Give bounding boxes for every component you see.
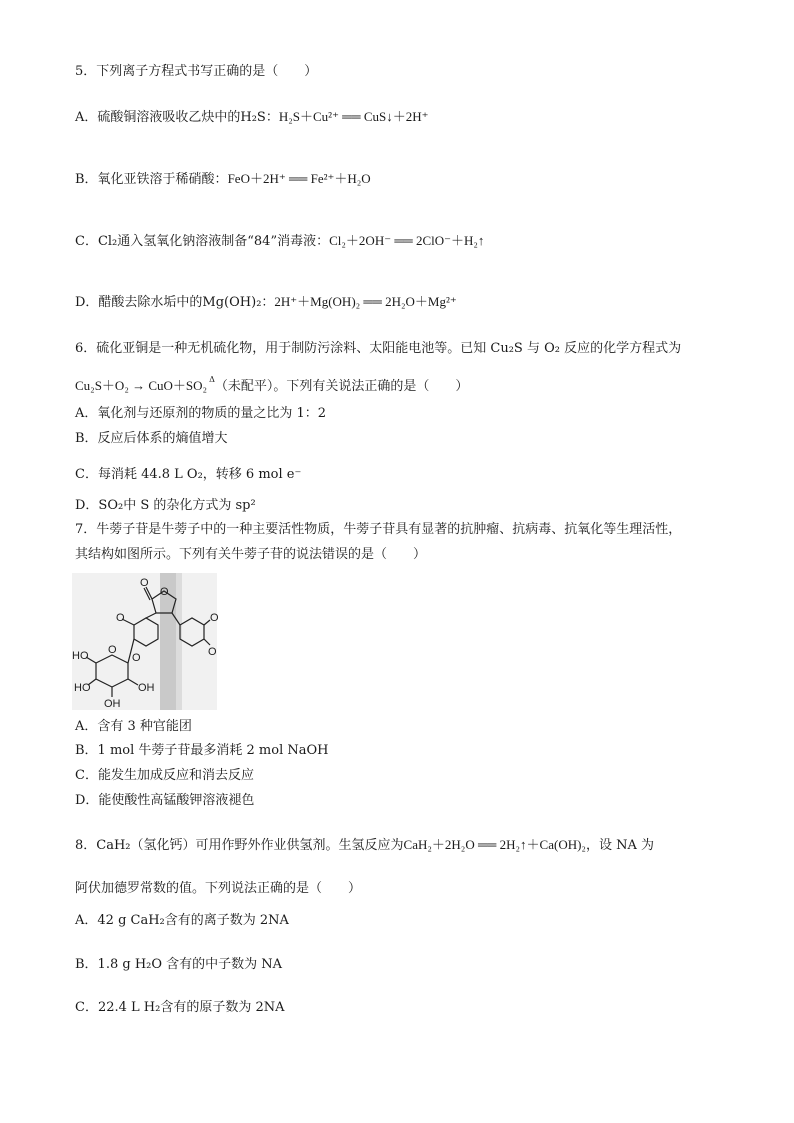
q5-c-equation: Cl₂＋2OH⁻ ══ 2ClO⁻＋H₂↑ (329, 233, 485, 248)
q8-option-c[interactable]: C．22.4 L H₂含有的原子数为 2NA (75, 1000, 285, 1015)
q8-stem-text: 8．CaH₂（氢化钙）可用作野外作业供氢剂。生氢反应为 (75, 838, 404, 853)
q8-option-b[interactable]: B．1.8 g H₂O 含有的中子数为 NA (75, 957, 283, 972)
q6-stem-line2 (75, 371, 468, 396)
q7-stem-line1: 7．牛蒡子苷是牛蒡子中的一种主要活性物质，牛蒡子苷具有显著的抗肿瘤、抗病毒、抗氧化等生理活性， (75, 522, 682, 537)
q5-d-label: D．醋酸去除水垢中的Mg(OH)₂： (75, 295, 275, 310)
q6-option-a[interactable]: A．氧化剂与还原剂的物质的量之比为 1：2 (75, 406, 327, 421)
q5-a-label: A．硫酸铜溶液吸收乙炔中的H₂S： (75, 110, 279, 125)
q5-option-a[interactable] (75, 108, 429, 127)
q5-option-b[interactable] (75, 170, 371, 189)
structure-label: O (208, 646, 217, 658)
q8-stem-line1 (75, 836, 654, 855)
q8-stem-line2: 阿伏加德罗常数的值。下列说法正确的是（ ） (75, 881, 362, 896)
q6-equation: Cu₂S＋O₂ → CuO＋SO₂ (75, 378, 208, 393)
q6-option-c[interactable]: C．每消耗 44.8 L O₂，转移 6 mol e⁻ (75, 467, 302, 482)
structure-label: HO (72, 650, 89, 662)
q8-equation: CaH₂＋2H₂O ══ 2H₂↑＋Ca(OH)₂ (403, 837, 586, 852)
structure-label: O (210, 612, 219, 624)
q7-option-b[interactable]: B．1 mol 牛蒡子苷最多消耗 2 mol NaOH (75, 743, 329, 758)
q8-stem-tail: ，设 NA 为 (585, 838, 654, 853)
q6-condition: Δ (209, 375, 215, 384)
q5-c-label: C．Cl₂通入氢氧化钠溶液制备“84”消毒液： (75, 234, 330, 249)
arctiin-structure-image (72, 573, 217, 710)
structure-label: O (160, 586, 169, 598)
q7-option-c[interactable]: C．能发生加成反应和消去反应 (75, 768, 254, 783)
structure-label: O (132, 652, 141, 664)
structure-label: O (116, 612, 125, 624)
q6-stem-rest: （未配平）。下列有关说法正确的是（ ） (214, 379, 469, 394)
q7-stem-line2: 其结构如图所示。下列有关牛蒡子苷的说法错误的是（ ） (75, 547, 427, 562)
q5-d-equation: 2H⁺＋Mg(OH)₂ ══ 2H₂O＋Mg²⁺ (274, 294, 457, 309)
q5-option-d[interactable] (75, 293, 457, 312)
q5-a-equation: H₂S＋Cu²⁺ ══ CuS↓＋2H⁺ (278, 109, 429, 124)
q8-option-a[interactable]: A．42 g CaH₂含有的离子数为 2NA (75, 913, 289, 928)
q5-stem: 5．下列离子方程式书写正确的是（ ） (75, 64, 318, 79)
q7-option-d[interactable]: D．能使酸性高锰酸钾溶液褪色 (75, 793, 255, 808)
structure-label: O (108, 644, 117, 656)
structure-label: OH (104, 698, 121, 710)
structure-label: OH (138, 682, 155, 694)
q5-b-equation: FeO＋2H⁺ ══ Fe²⁺＋H₂O (227, 171, 371, 186)
structure-label: O (140, 577, 149, 589)
q6-option-b[interactable]: B．反应后体系的熵值增大 (75, 431, 228, 446)
q7-option-a[interactable]: A．含有 3 种官能团 (75, 719, 192, 734)
q5-option-c[interactable] (75, 232, 484, 251)
q6-option-d[interactable]: D．SO₂中 S 的杂化方式为 sp² (75, 498, 256, 513)
q6-stem-line1: 6．硫化亚铜是一种无机硫化物，用于制防污涂料、太阳能电池等。已知 Cu₂S 与 O₂ 反应的化学方程式为 (75, 341, 682, 356)
q5-b-label: B．氧化亚铁溶于稀硝酸： (75, 172, 228, 187)
structure-label: HO (74, 682, 91, 694)
